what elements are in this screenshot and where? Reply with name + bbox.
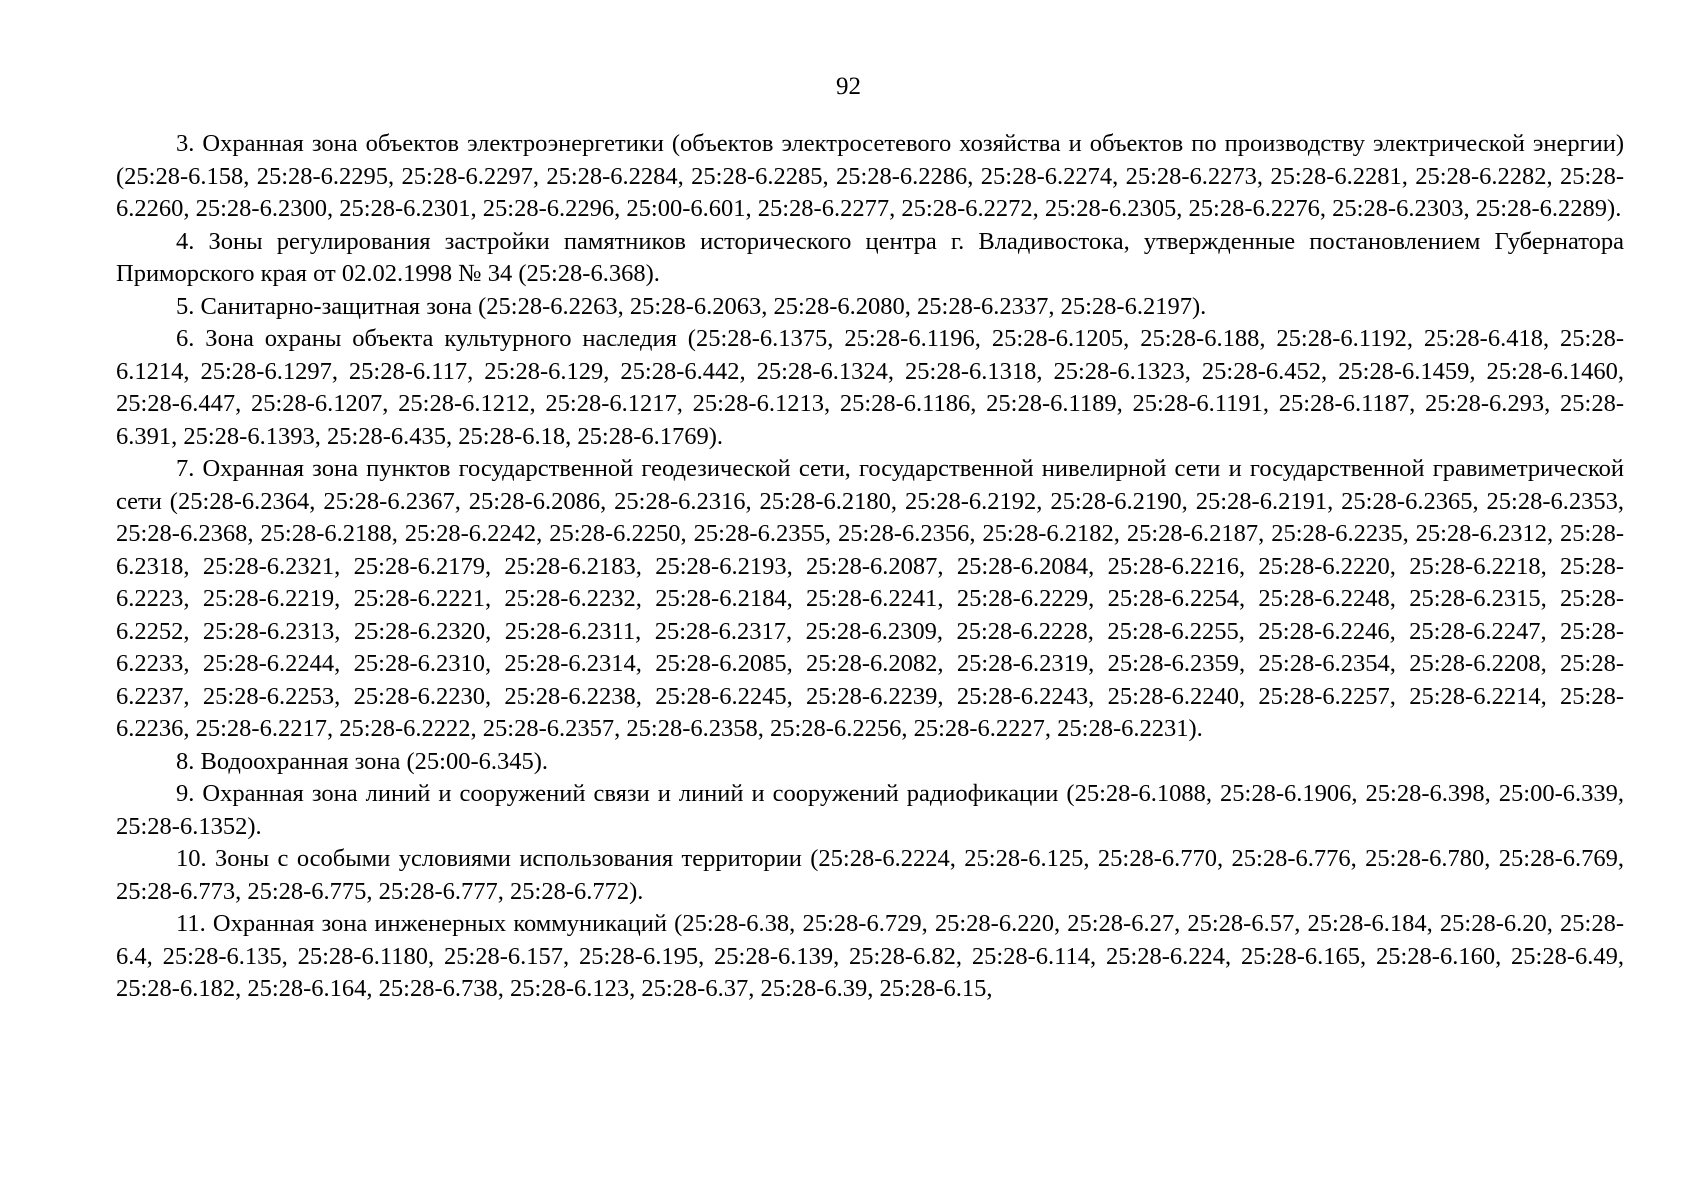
paragraph-10-special-conditions-zones: 10. Зоны с особыми условиями использования территории (25:28-6.2224, 25:28-6.125, 25:28-6.770, 25:28-6.776, 25:28-6.780, 25:28-6.769, 25:28-6.773, 25:28-6.775, 25:28-6.777, 25:28-6.772). bbox=[116, 845, 1624, 905]
document-body bbox=[116, 128, 1624, 1006]
paragraph-11-engineering-utilities-zone: 11. Охранная зона инженерных коммуникаций (25:28-6.38, 25:28-6.729, 25:28-6.220, 25:28-6.27, 25:28-6.57, 25:28-6.184, 25:28-6.20, 25:28-6.4, 25:28-6.135, 25:28-6.1180, 25:28-6.157, 25:28-6.195, 25:28-6.139, 25:28-6.82, 25:28-6.114, 25:28-6.224, 25:28-6.165, 25:28-6.160, 25:28-6.49, 25:28-6.182, 25:28-6.164, 25:28-6.738, 25:28-6.123, 25:28-6.37, 25:28-6.39, 25:28-6.15, bbox=[116, 910, 1624, 1002]
page-number: 92 bbox=[836, 73, 861, 100]
paragraph-3-electric-power-zone: 3. Охранная зона объектов электроэнергетики (объектов электросетевого хозяйства и объектов по производству электрической энергии) (25:28-6.158, 25:28-6.2295, 25:28-6.2297, 25:28-6.2284, 25:28-6.2285, 25:28-6.2286, 25:28-6.2274, 25:28-6.2273, 25:28-6.2281, 25:28-6.2282, 25:28-6.2260, 25:28-6.2300, 25:28-6.2301, 25:28-6.2296, 25:00-6.601, 25:28-6.2277, 25:28-6.2272, 25:28-6.2305, 25:28-6.2276, 25:28-6.2303, 25:28-6.2289). bbox=[116, 130, 1624, 222]
paragraph-6-cultural-heritage-zone: 6. Зона охраны объекта культурного наследия (25:28-6.1375, 25:28-6.1196, 25:28-6.1205, 25:28-6.188, 25:28-6.1192, 25:28-6.418, 25:28-6.1214, 25:28-6.1297, 25:28-6.117, 25:28-6.129, 25:28-6.442, 25:28-6.1324, 25:28-6.1318, 25:28-6.1323, 25:28-6.452, 25:28-6.1459, 25:28-6.1460, 25:28-6.447, 25:28-6.1207, 25:28-6.1212, 25:28-6.1217, 25:28-6.1213, 25:28-6.1186, 25:28-6.1189, 25:28-6.1191, 25:28-6.1187, 25:28-6.293, 25:28-6.391, 25:28-6.1393, 25:28-6.435, 25:28-6.18, 25:28-6.1769). bbox=[116, 325, 1624, 450]
paragraph-7-geodetic-network-zone: 7. Охранная зона пунктов государственной геодезической сети, государственной нивелирной сети и государственной гравиметрической сети (25:28-6.2364, 25:28-6.2367, 25:28-6.2086, 25:28-6.2316, 25:28-6.2180, 25:28-6.2192, 25:28-6.2190, 25:28-6.2191, 25:28-6.2365, 25:28-6.2353, 25:28-6.2368, 25:28-6.2188, 25:28-6.2242, 25:28-6.2250, 25:28-6.2355, 25:28-6.2356, 25:28-6.2182, 25:28-6.2187, 25:28-6.2235, 25:28-6.2312, 25:28-6.2318, 25:28-6.2321, 25:28-6.2179, 25:28-6.2183, 25:28-6.2193, 25:28-6.2087, 25:28-6.2084, 25:28-6.2216, 25:28-6.2220, 25:28-6.2218, 25:28-6.2223, 25:28-6.2219, 25:28-6.2221, 25:28-6.2232, 25:28-6.2184, 25:28-6.2241, 25:28-6.2229, 25:28-6.2254, 25:28-6.2248, 25:28-6.2315, 25:28-6.2252, 25:28-6.2313, 25:28-6.2320, 25:28-6.2311, 25:28-6.2317, 25:28-6.2309, 25:28-6.2228, 25:28-6.2255, 25:28-6.2246, 25:28-6.2247, 25:28-6.2233, 25:28-6.2244, 25:28-6.2310, 25:28-6.2314, 25:28-6.2085, 25:28-6.2082, 25:28-6.2319, 25:28-6.2359, 25:28-6.2354, 25:28-6.2208, 25:28-6.2237, 25:28-6.2253, 25:28-6.2230, 25:28-6.2238, 25:28-6.2245, 25:28-6.2239, 25:28-6.2243, 25:28-6.2240, 25:28-6.2257, 25:28-6.2214, 25:28-6.2236, 25:28-6.2217, 25:28-6.2222, 25:28-6.2357, 25:28-6.2358, 25:28-6.2256, 25:28-6.2227, 25:28-6.2231). bbox=[116, 455, 1624, 742]
paragraph-8-water-protection-zone: 8. Водоохранная зона (25:00-6.345). bbox=[176, 747, 549, 775]
paragraph-4-development-regulation-zone: 4. Зоны регулирования застройки памятников исторического центра г. Владивостока, утвержденные постановлением Губернатора Приморского края от 02.02.1998 № 34 (25:28-6.368). bbox=[116, 227, 1624, 287]
paragraph-9-communication-lines-zone: 9. Охранная зона линий и сооружений связи и линий и сооружений радиофикации (25:28-6.1088, 25:28-6.1906, 25:28-6.398, 25:00-6.339, 25:28-6.1352). bbox=[116, 780, 1624, 840]
paragraph-5-sanitary-protection-zone: 5. Санитарно-защитная зона (25:28-6.2263, 25:28-6.2063, 25:28-6.2080, 25:28-6.2337, 25:28-6.2197). bbox=[176, 292, 1207, 320]
